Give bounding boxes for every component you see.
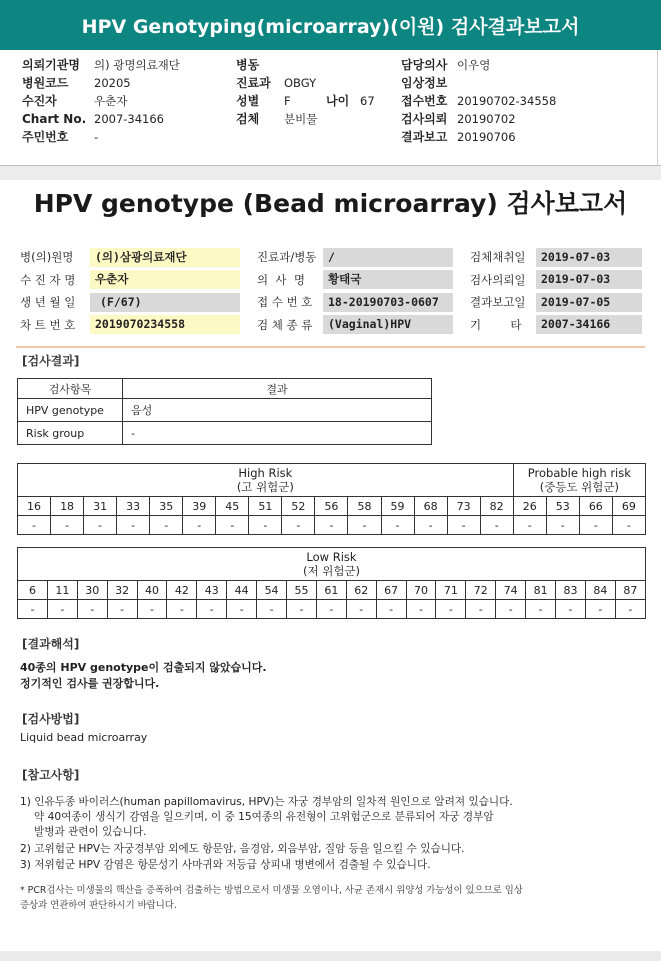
genotype-value-cell: -	[556, 600, 586, 619]
genotype-type-cell: 42	[167, 581, 197, 600]
request-date-label: 검사의뢰	[401, 112, 448, 126]
genotype-value-cell: -	[51, 516, 84, 535]
info-right	[470, 246, 642, 336]
table-row	[18, 422, 432, 445]
info-etc-label: 기 타	[470, 317, 522, 332]
genotype-type-cell: 84	[585, 581, 615, 600]
genotype-type-cell: 87	[615, 581, 645, 600]
genotype-value-cell: -	[18, 600, 48, 619]
genotype-type-cell: 11	[47, 581, 77, 600]
genotype-value-cell: -	[183, 516, 216, 535]
genotype-type-cell: 16	[18, 497, 51, 516]
orange-divider	[16, 346, 645, 348]
info-doctor-value: 황태국	[323, 270, 453, 289]
genotype-value-cell: -	[227, 600, 257, 619]
low-risk-header	[18, 548, 646, 581]
genotype-value-cell: -	[47, 600, 77, 619]
genotype-type-cell: 54	[257, 581, 287, 600]
genotype-value-cell: -	[348, 516, 381, 535]
genotype-value-cell: -	[249, 516, 282, 535]
table-row	[18, 399, 432, 422]
result-item-genotype: HPV genotype	[18, 399, 123, 422]
genotype-type-cell: 30	[77, 581, 107, 600]
genotype-value-cell: -	[346, 600, 376, 619]
bottom-bar	[0, 951, 661, 961]
notes-section-title: [참고사항]	[22, 768, 80, 782]
result-col-item: 검사항목	[18, 379, 123, 399]
age-value: 67	[360, 94, 375, 108]
client-label: 의뢰기관명	[22, 58, 80, 72]
report-date-value: 20190706	[457, 130, 516, 144]
info-birth-value: (F/67)	[90, 293, 240, 312]
method-text: Liquid bead microarray	[20, 731, 148, 744]
genotype-type-cell: 44	[227, 581, 257, 600]
genotype-value-cell: -	[381, 516, 414, 535]
genotype-type-cell: 45	[216, 497, 249, 516]
genotype-type-cell: 81	[526, 581, 556, 600]
info-report-value: 2019-07-05	[536, 293, 642, 312]
info-request-label: 검사의뢰일	[470, 272, 526, 287]
genotype-value-cell: -	[496, 600, 526, 619]
method-section-title: [검사방법]	[22, 712, 80, 726]
genotype-type-cell: 73	[447, 497, 480, 516]
note-line-1: 1) 인유두종 바이러스(human papillomavirus, HPV)는 자궁 경부암의 일차적 원인으로 알려져 있습니다.	[20, 796, 513, 808]
high-risk-header	[18, 464, 514, 497]
low-risk-table	[17, 547, 646, 619]
info-specimen-label: 검 체 종 류	[257, 317, 313, 332]
hospital-code-value: 20205	[94, 76, 131, 90]
genotype-type-cell: 59	[381, 497, 414, 516]
genotype-value-cell: -	[137, 600, 167, 619]
info-patient-label: 수 진 자 명	[20, 272, 76, 287]
result-col-result: 결과	[123, 379, 432, 399]
hospital-code-label: 병원코드	[22, 76, 69, 90]
genotype-type-cell: 55	[287, 581, 317, 600]
report-subtitle: HPV genotype (Bead microarray) 검사보고서	[33, 189, 628, 218]
genotype-type-cell: 18	[51, 497, 84, 516]
genotype-type-cell: 69	[612, 497, 645, 516]
genotype-value-cell: -	[436, 600, 466, 619]
clinical-info-label: 임상정보	[401, 76, 448, 90]
info-report-label: 결과보고일	[470, 295, 526, 310]
doctor-value: 이우영	[457, 58, 491, 72]
genotype-type-cell: 31	[84, 497, 117, 516]
low-risk-types-row	[18, 581, 646, 600]
note-line-5: 3) 저위험군 HPV 감염은 항문성기 사마귀와 저등급 상피내 병변에서 검출될 수 있습니다.	[20, 859, 431, 871]
genotype-type-cell: 58	[348, 497, 381, 516]
genotype-value-cell: -	[150, 516, 183, 535]
ward-label: 병동	[236, 58, 260, 72]
department-label: 진료과	[236, 76, 271, 90]
genotype-value-cell: -	[316, 600, 346, 619]
info-dept-value: /	[323, 248, 453, 267]
genotype-value-cell: -	[107, 600, 137, 619]
doctor-label: 담당의사	[401, 58, 448, 72]
info-chart-label: 차 트 번 호	[20, 317, 76, 332]
info-dept-label: 진료과/병동	[257, 250, 317, 265]
info-request-value: 2019-07-03	[536, 270, 642, 289]
info-receipt-value: 18-20190703-0607	[323, 293, 453, 312]
chart-no-label: Chart No.	[22, 112, 87, 126]
department-value: OBGY	[284, 76, 317, 90]
genotype-type-cell: 32	[107, 581, 137, 600]
genotype-type-cell: 61	[316, 581, 346, 600]
genotype-type-cell: 6	[18, 581, 48, 600]
genotype-value-cell: -	[216, 516, 249, 535]
genotype-value-cell: -	[585, 600, 615, 619]
genotype-value-cell: -	[612, 516, 645, 535]
probable-risk-title: Probable high risk	[527, 466, 631, 480]
genotype-value-cell: -	[376, 600, 406, 619]
genotype-value-cell: -	[287, 600, 317, 619]
genotype-value-cell: -	[447, 516, 480, 535]
info-collect-label: 검체채취일	[470, 250, 526, 265]
header-right-border	[657, 50, 658, 165]
genotype-type-cell: 82	[480, 497, 513, 516]
genotype-type-cell: 74	[496, 581, 526, 600]
info-hospital-value: (의)삼광의료재단	[90, 248, 240, 267]
request-date-value: 20190702	[457, 112, 516, 126]
genotype-type-cell: 83	[556, 581, 586, 600]
result-section-title: [검사결과]	[22, 354, 80, 368]
genotype-type-cell: 62	[346, 581, 376, 600]
header-col1	[22, 56, 180, 146]
genotype-type-cell: 40	[137, 581, 167, 600]
footnote-line-2: 증상과 연관하여 판단하시기 바랍니다.	[20, 900, 177, 911]
low-risk-subtitle: (저 위험군)	[302, 564, 361, 578]
patient-value: 우춘자	[94, 94, 128, 108]
header-col2	[236, 56, 375, 128]
genotype-type-cell: 52	[282, 497, 315, 516]
genotype-type-cell: 66	[579, 497, 612, 516]
result-item-risk: Risk group	[18, 422, 123, 445]
result-value-risk: -	[123, 422, 432, 445]
result-value-genotype: 음성	[123, 399, 432, 422]
genotype-type-cell: 70	[406, 581, 436, 600]
info-mid	[257, 246, 453, 336]
note-line-3: 발병과 관련이 있습니다.	[34, 826, 147, 838]
sex-label: 성별	[236, 94, 260, 108]
genotype-type-cell: 68	[414, 497, 447, 516]
high-risk-title: High Risk	[238, 466, 293, 480]
high-risk-table	[17, 463, 646, 535]
info-birth-label: 생 년 월 일	[20, 295, 76, 310]
info-receipt-label: 접 수 번 호	[257, 295, 313, 310]
report-date-label: 결과보고	[401, 130, 448, 144]
genotype-value-cell: -	[615, 600, 645, 619]
genotype-value-cell: -	[257, 600, 287, 619]
client-value: 의) 광명의료재단	[94, 58, 180, 72]
genotype-value-cell: -	[579, 516, 612, 535]
high-risk-subtitle: (고 위험군)	[236, 480, 294, 494]
note-line-4: 2) 고위험군 HPV는 자궁경부암 외에도 항문암, 음경암, 외음부암, 질암 등을 일으킬 수 있습니다.	[20, 843, 465, 855]
resident-no-value: -	[94, 130, 99, 144]
interpretation-line1: 40종의 HPV genotype이 검출되지 않았습니다.	[20, 661, 267, 674]
genotype-value-cell: -	[117, 516, 150, 535]
specimen-value: 분비물	[284, 112, 318, 126]
genotype-value-cell: -	[513, 516, 546, 535]
genotype-value-cell: -	[414, 516, 447, 535]
genotype-value-cell: -	[18, 516, 51, 535]
report-banner-title: HPV Genotyping(microarray)(이원) 검사결과보고서	[0, 0, 661, 50]
info-patient-value: 우춘자	[90, 270, 240, 289]
genotype-type-cell: 53	[546, 497, 579, 516]
info-etc-value: 2007-34166	[536, 315, 642, 334]
high-risk-types-row	[18, 497, 646, 516]
sex-value: F	[284, 94, 291, 108]
low-risk-title: Low Risk	[306, 550, 357, 564]
genotype-value-cell: -	[526, 600, 556, 619]
low-risk-values-row	[18, 600, 646, 619]
genotype-type-cell: 67	[376, 581, 406, 600]
patient-label: 수진자	[22, 94, 57, 108]
chart-no-value: 2007-34166	[94, 112, 164, 126]
resident-no-label: 주민번호	[22, 130, 69, 144]
header-col3	[401, 56, 556, 146]
genotype-value-cell: -	[406, 600, 436, 619]
gray-band	[0, 166, 661, 180]
receipt-no-value: 20190702-34558	[457, 94, 557, 108]
genotype-type-cell: 35	[150, 497, 183, 516]
interpretation-section-title: [결과해석]	[22, 637, 80, 651]
info-specimen-value: (Vaginal)HPV	[323, 315, 453, 334]
info-doctor-label: 의 사 명	[257, 272, 305, 287]
genotype-value-cell: -	[466, 600, 496, 619]
genotype-value-cell: -	[480, 516, 513, 535]
info-chart-value: 2019070234558	[90, 315, 240, 334]
info-collect-value: 2019-07-03	[536, 248, 642, 267]
genotype-value-cell: -	[77, 600, 107, 619]
genotype-type-cell: 56	[315, 497, 348, 516]
interpretation-line2: 정기적인 검사를 권장합니다.	[20, 677, 160, 690]
genotype-type-cell: 71	[436, 581, 466, 600]
result-table	[17, 378, 432, 445]
age-label: 나이	[326, 94, 350, 108]
genotype-value-cell: -	[197, 600, 227, 619]
info-left	[20, 246, 240, 336]
genotype-value-cell: -	[315, 516, 348, 535]
genotype-value-cell: -	[546, 516, 579, 535]
genotype-value-cell: -	[167, 600, 197, 619]
genotype-type-cell: 39	[183, 497, 216, 516]
genotype-type-cell: 72	[466, 581, 496, 600]
genotype-type-cell: 33	[117, 497, 150, 516]
high-risk-values-row	[18, 516, 646, 535]
genotype-type-cell: 51	[249, 497, 282, 516]
specimen-label: 검체	[236, 112, 260, 126]
genotype-type-cell: 26	[513, 497, 546, 516]
probable-risk-header	[513, 464, 645, 497]
probable-risk-subtitle: (중등도 위험군)	[539, 480, 619, 494]
note-line-2: 약 40여종이 생식기 감염을 일으키며, 이 중 15여종의 유전형이 고위험군으로 분류되어 자궁 경부암	[34, 811, 494, 823]
genotype-value-cell: -	[84, 516, 117, 535]
genotype-value-cell: -	[282, 516, 315, 535]
info-hospital-label: 병(의)원명	[20, 250, 74, 265]
footnote-line-1: * PCR검사는 미생물의 핵산을 증폭하여 검출하는 방법으로서 미생물 오염이나, 사균 존재시 위양성 가능성이 있으므로 임상	[20, 885, 523, 896]
receipt-no-label: 접수번호	[401, 94, 448, 108]
genotype-type-cell: 43	[197, 581, 227, 600]
